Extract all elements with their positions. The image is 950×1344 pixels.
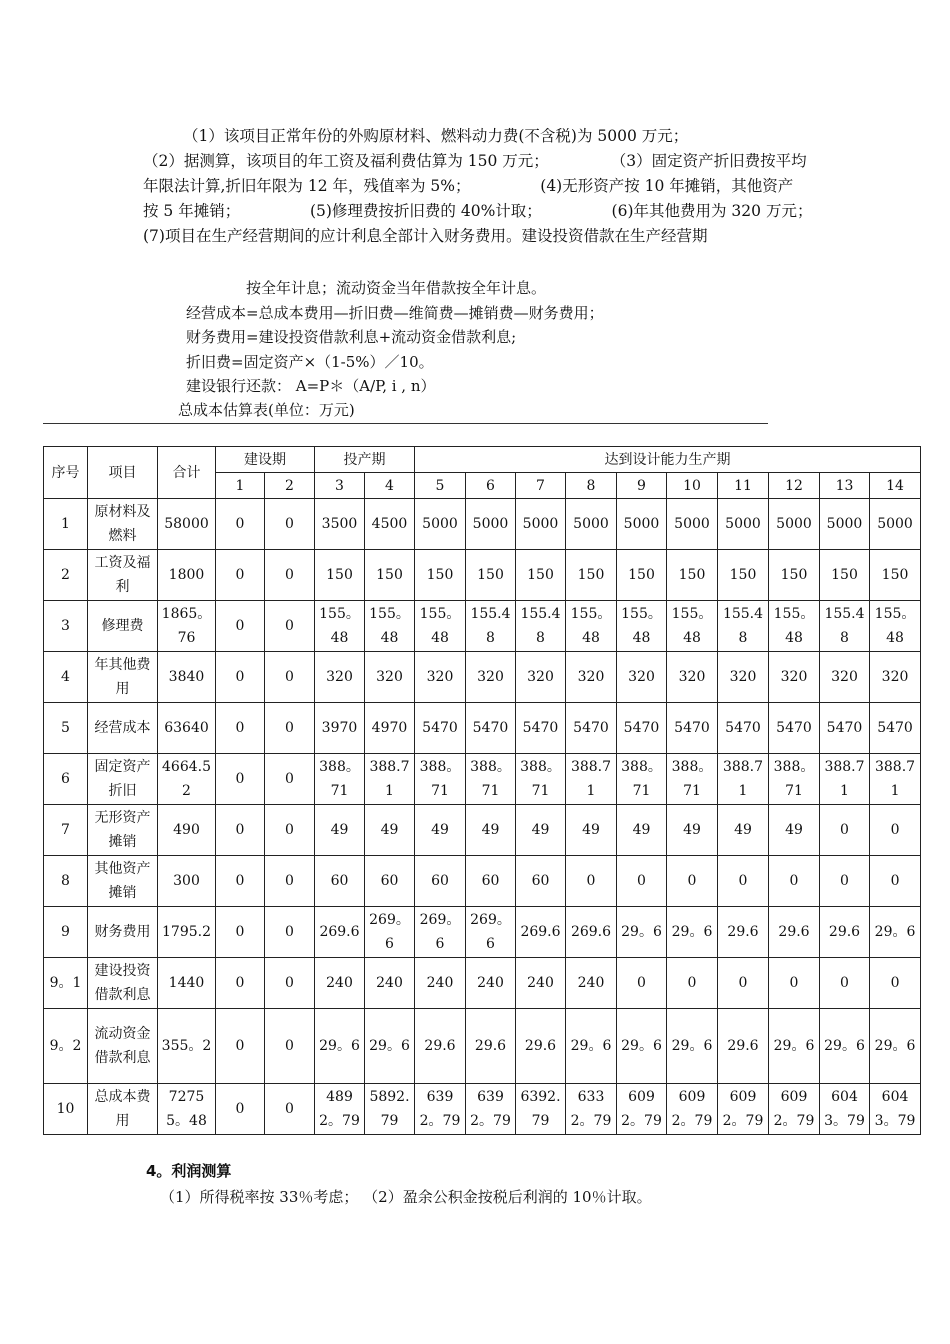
row-total-cell: 72755。48 [158, 1084, 216, 1135]
row-item-cell: 经营成本 [88, 703, 158, 754]
table-title: 总成本估算表(单位：万元) [178, 401, 355, 419]
row-value-cell: 29.6 [516, 1009, 566, 1084]
header-design-capacity-period: 达到设计能力生产期 [415, 447, 921, 473]
row-value-cell: 388。71 [315, 754, 365, 805]
row-seq-cell: 9 [44, 907, 88, 958]
operating-cost-formula: 经营成本=总成本费用—折旧费—维简费—摊销费—财务费用； [186, 303, 604, 322]
row-value-cell: 5892.79 [365, 1084, 415, 1135]
row-value-cell: 5000 [870, 499, 921, 550]
row-value-cell: 29.6 [718, 907, 769, 958]
row-value-cell: 5000 [415, 499, 466, 550]
row-value-cell: 155。48 [315, 601, 365, 652]
row-value-cell: 6043。79 [820, 1084, 870, 1135]
row-value-cell: 240 [415, 958, 466, 1009]
intro-item-1: （1）该项目正常年份的外购原材料、燃料动力费(不含税)为 5000 万元； [183, 127, 689, 145]
row-value-cell: 49 [466, 805, 516, 856]
row-value-cell: 60 [466, 856, 516, 907]
table-row [44, 652, 921, 703]
row-value-cell: 155。48 [667, 601, 718, 652]
row-value-cell: 60 [415, 856, 466, 907]
row-value-cell: 6043。79 [870, 1084, 921, 1135]
year-header-cell: 6 [466, 473, 516, 499]
row-total-cell: 1795.2 [158, 907, 216, 958]
row-value-cell: 5000 [769, 499, 820, 550]
row-value-cell: 0 [667, 856, 718, 907]
row-value-cell: 0 [265, 805, 315, 856]
row-total-cell: 1800 [158, 550, 216, 601]
row-value-cell: 49 [365, 805, 415, 856]
row-value-cell: 29。6 [617, 1009, 667, 1084]
row-value-cell: 5470 [667, 703, 718, 754]
row-value-cell: 388.71 [820, 754, 870, 805]
header-seq: 序号 [44, 447, 88, 499]
row-value-cell: 0 [265, 907, 315, 958]
row-value-cell: 5000 [466, 499, 516, 550]
row-value-cell: 155。48 [566, 601, 617, 652]
row-value-cell: 29。6 [365, 1009, 415, 1084]
row-value-cell: 150 [617, 550, 667, 601]
row-value-cell: 0 [265, 1009, 315, 1084]
row-value-cell: 0 [216, 703, 265, 754]
row-value-cell: 0 [566, 856, 617, 907]
year-header-cell: 13 [820, 473, 870, 499]
row-value-cell: 388。71 [667, 754, 718, 805]
row-value-cell: 3970 [315, 703, 365, 754]
row-value-cell: 320 [566, 652, 617, 703]
row-value-cell: 155.48 [718, 601, 769, 652]
row-value-cell: 388。71 [617, 754, 667, 805]
interest-note: 按全年计息；流动资金当年借款按全年计息。 [246, 279, 547, 297]
row-value-cell: 320 [820, 652, 870, 703]
row-value-cell: 49 [617, 805, 667, 856]
header-trial-period: 投产期 [315, 447, 415, 473]
table-row [44, 754, 921, 805]
row-value-cell: 6092。79 [617, 1084, 667, 1135]
table-row [44, 499, 921, 550]
row-value-cell: 29。6 [667, 1009, 718, 1084]
table-header-row [44, 447, 921, 473]
row-total-cell: 3840 [158, 652, 216, 703]
row-item-cell: 财务费用 [88, 907, 158, 958]
header-construction-period: 建设期 [216, 447, 315, 473]
row-value-cell: 320 [315, 652, 365, 703]
row-value-cell: 0 [216, 856, 265, 907]
row-value-cell: 29。6 [315, 1009, 365, 1084]
section-4-title: 4。利润测算 [146, 1162, 232, 1180]
row-value-cell: 150 [466, 550, 516, 601]
row-value-cell: 0 [617, 856, 667, 907]
row-value-cell: 269.6 [315, 907, 365, 958]
row-item-cell: 工资及福利 [88, 550, 158, 601]
row-value-cell: 5000 [718, 499, 769, 550]
row-value-cell: 155.48 [466, 601, 516, 652]
row-item-cell: 建设投资借款利息 [88, 958, 158, 1009]
divider-line [43, 423, 768, 424]
row-value-cell: 6092。79 [718, 1084, 769, 1135]
row-value-cell: 150 [870, 550, 921, 601]
row-value-cell: 3500 [315, 499, 365, 550]
row-value-cell: 5000 [667, 499, 718, 550]
year-header-cell: 10 [667, 473, 718, 499]
row-value-cell: 29。6 [870, 907, 921, 958]
row-value-cell: 49 [718, 805, 769, 856]
row-value-cell: 155。48 [870, 601, 921, 652]
intro-paragraph [143, 124, 883, 249]
row-value-cell: 29。6 [870, 1009, 921, 1084]
row-value-cell: 0 [265, 499, 315, 550]
row-value-cell: 49 [315, 805, 365, 856]
row-value-cell: 320 [365, 652, 415, 703]
row-value-cell: 0 [265, 550, 315, 601]
year-header-cell: 11 [718, 473, 769, 499]
row-value-cell: 60 [315, 856, 365, 907]
row-value-cell: 29。6 [667, 907, 718, 958]
row-value-cell: 0 [718, 958, 769, 1009]
row-value-cell: 49 [516, 805, 566, 856]
row-value-cell: 269。6 [415, 907, 466, 958]
row-value-cell: 0 [216, 550, 265, 601]
row-value-cell: 5470 [820, 703, 870, 754]
row-value-cell: 320 [667, 652, 718, 703]
row-value-cell: 155.48 [820, 601, 870, 652]
row-value-cell: 0 [216, 805, 265, 856]
row-seq-cell: 8 [44, 856, 88, 907]
row-value-cell: 29。6 [820, 1009, 870, 1084]
row-value-cell: 150 [566, 550, 617, 601]
row-value-cell: 0 [216, 1084, 265, 1135]
row-value-cell: 388。71 [769, 754, 820, 805]
row-value-cell: 49 [769, 805, 820, 856]
row-value-cell: 388.71 [718, 754, 769, 805]
row-seq-cell: 9。2 [44, 1009, 88, 1084]
row-value-cell: 0 [820, 805, 870, 856]
row-value-cell: 6392。79 [466, 1084, 516, 1135]
section-4-text: （1）所得税率按 33％考虑； （2）盈余公积金按税后利润的 10％计取。 [160, 1188, 652, 1206]
row-value-cell: 0 [667, 958, 718, 1009]
year-header-cell: 4 [365, 473, 415, 499]
row-value-cell: 0 [820, 958, 870, 1009]
year-header-cell: 7 [516, 473, 566, 499]
row-value-cell: 269.6 [516, 907, 566, 958]
table-row [44, 1084, 921, 1135]
row-value-cell: 388.71 [870, 754, 921, 805]
row-total-cell: 1440 [158, 958, 216, 1009]
total-cost-table [43, 446, 921, 1135]
row-value-cell: 29.6 [820, 907, 870, 958]
row-value-cell: 5000 [617, 499, 667, 550]
row-value-cell: 320 [415, 652, 466, 703]
row-seq-cell: 5 [44, 703, 88, 754]
row-value-cell: 150 [516, 550, 566, 601]
row-value-cell: 29.6 [466, 1009, 516, 1084]
row-value-cell: 6392.79 [516, 1084, 566, 1135]
header-total: 合计 [158, 447, 216, 499]
row-value-cell: 0 [617, 958, 667, 1009]
row-value-cell: 29.6 [718, 1009, 769, 1084]
row-value-cell: 0 [718, 856, 769, 907]
row-value-cell: 240 [466, 958, 516, 1009]
row-value-cell: 5470 [769, 703, 820, 754]
row-total-cell: 4664.52 [158, 754, 216, 805]
row-value-cell: 269.6 [566, 907, 617, 958]
row-seq-cell: 2 [44, 550, 88, 601]
row-value-cell: 0 [265, 1084, 315, 1135]
row-seq-cell: 1 [44, 499, 88, 550]
table-row [44, 550, 921, 601]
row-value-cell: 0 [216, 754, 265, 805]
row-value-cell: 5470 [617, 703, 667, 754]
row-item-cell: 原材料及燃料 [88, 499, 158, 550]
row-value-cell: 150 [365, 550, 415, 601]
depreciation-formula: 折旧费=固定资产×（1-5%）／10。 [186, 352, 434, 371]
repayment-formula: 建设银行还款： A=P＊（A/P, i , n） [186, 377, 436, 395]
table-row [44, 805, 921, 856]
table-row [44, 907, 921, 958]
row-value-cell: 320 [516, 652, 566, 703]
row-seq-cell: 9。1 [44, 958, 88, 1009]
table-row [44, 601, 921, 652]
formula-lines [186, 276, 604, 399]
row-item-cell: 流动资金借款利息 [88, 1009, 158, 1084]
row-value-cell: 6092。79 [769, 1084, 820, 1135]
row-value-cell: 150 [769, 550, 820, 601]
year-header-cell: 5 [415, 473, 466, 499]
row-value-cell: 150 [667, 550, 718, 601]
row-value-cell: 0 [265, 652, 315, 703]
year-header-cell: 8 [566, 473, 617, 499]
row-total-cell: 355。2 [158, 1009, 216, 1084]
row-value-cell: 150 [820, 550, 870, 601]
row-value-cell: 6392。79 [415, 1084, 466, 1135]
row-item-cell: 其他资产摊销 [88, 856, 158, 907]
row-value-cell: 320 [870, 652, 921, 703]
row-item-cell: 年其他费用 [88, 652, 158, 703]
year-header-cell: 1 [216, 473, 265, 499]
row-value-cell: 5470 [566, 703, 617, 754]
row-value-cell: 0 [216, 652, 265, 703]
row-value-cell: 29。6 [566, 1009, 617, 1084]
row-value-cell: 6092。79 [667, 1084, 718, 1135]
row-value-cell: 388.71 [365, 754, 415, 805]
row-value-cell: 4892。79 [315, 1084, 365, 1135]
row-value-cell: 5000 [516, 499, 566, 550]
row-value-cell: 155。48 [769, 601, 820, 652]
row-value-cell: 0 [820, 856, 870, 907]
row-total-cell: 490 [158, 805, 216, 856]
row-value-cell: 5470 [415, 703, 466, 754]
row-value-cell: 6332。79 [566, 1084, 617, 1135]
row-item-cell: 修理费 [88, 601, 158, 652]
row-value-cell: 388。71 [516, 754, 566, 805]
row-item-cell: 无形资产摊销 [88, 805, 158, 856]
row-value-cell: 240 [315, 958, 365, 1009]
row-value-cell: 0 [265, 601, 315, 652]
row-value-cell: 0 [216, 499, 265, 550]
year-header-cell: 12 [769, 473, 820, 499]
table-row [44, 958, 921, 1009]
row-value-cell: 5470 [516, 703, 566, 754]
row-value-cell: 155。48 [415, 601, 466, 652]
row-value-cell: 150 [415, 550, 466, 601]
row-value-cell: 5000 [820, 499, 870, 550]
financial-cost-formula: 财务费用=建设投资借款利息+流动资金借款利息; [186, 328, 517, 346]
row-value-cell: 4500 [365, 499, 415, 550]
row-value-cell: 0 [265, 703, 315, 754]
row-value-cell: 240 [566, 958, 617, 1009]
row-value-cell: 320 [617, 652, 667, 703]
row-value-cell: 155。48 [365, 601, 415, 652]
row-value-cell: 5470 [718, 703, 769, 754]
row-value-cell: 5000 [566, 499, 617, 550]
row-total-cell: 1865。76 [158, 601, 216, 652]
year-header-cell: 2 [265, 473, 315, 499]
year-header-cell: 3 [315, 473, 365, 499]
row-value-cell: 0 [265, 958, 315, 1009]
row-value-cell: 0 [216, 601, 265, 652]
row-value-cell: 49 [415, 805, 466, 856]
row-value-cell: 320 [718, 652, 769, 703]
row-value-cell: 29。6 [769, 1009, 820, 1084]
row-value-cell: 49 [667, 805, 718, 856]
row-value-cell: 155。48 [617, 601, 667, 652]
row-value-cell: 388.71 [566, 754, 617, 805]
row-seq-cell: 6 [44, 754, 88, 805]
row-value-cell: 0 [216, 958, 265, 1009]
header-item: 项目 [88, 447, 158, 499]
row-value-cell: 269。6 [466, 907, 516, 958]
row-value-cell: 0 [265, 754, 315, 805]
row-value-cell: 60 [516, 856, 566, 907]
row-value-cell: 0 [769, 958, 820, 1009]
row-value-cell: 60 [365, 856, 415, 907]
row-value-cell: 155.48 [516, 601, 566, 652]
row-value-cell: 320 [466, 652, 516, 703]
row-value-cell: 269。6 [365, 907, 415, 958]
row-value-cell: 5470 [466, 703, 516, 754]
row-value-cell: 29。6 [617, 907, 667, 958]
year-header-cell: 9 [617, 473, 667, 499]
year-header-cell: 14 [870, 473, 921, 499]
row-value-cell: 0 [216, 907, 265, 958]
row-total-cell: 300 [158, 856, 216, 907]
row-value-cell: 0 [870, 805, 921, 856]
row-value-cell: 388。71 [415, 754, 466, 805]
row-value-cell: 0 [265, 856, 315, 907]
row-seq-cell: 7 [44, 805, 88, 856]
row-value-cell: 4970 [365, 703, 415, 754]
table-row [44, 856, 921, 907]
intro-items-2-7: （2）据测算，该项目的年工资及福利费估算为 150 万元； （3）固定资产折旧费按平均年限法计算,折旧年限为 12 年，残值率为 5%； (4)无形资产按 10 年摊销，其他资产按 5 年摊销； (5)修理费按折旧费的 40%计取； (6)年其他费用为 320 万元； (7)项目在生产经营期间的应计利息全部计入财务费用。建设投资借款在生产经营期 [143, 152, 883, 245]
row-value-cell: 49 [566, 805, 617, 856]
table-row [44, 1009, 921, 1084]
row-seq-cell: 10 [44, 1084, 88, 1135]
row-seq-cell: 3 [44, 601, 88, 652]
row-value-cell: 0 [769, 856, 820, 907]
table-row [44, 703, 921, 754]
row-item-cell: 总成本费用 [88, 1084, 158, 1135]
row-value-cell: 29.6 [769, 907, 820, 958]
row-value-cell: 240 [516, 958, 566, 1009]
row-value-cell: 0 [870, 856, 921, 907]
row-value-cell: 240 [365, 958, 415, 1009]
row-value-cell: 0 [870, 958, 921, 1009]
row-value-cell: 388。71 [466, 754, 516, 805]
row-value-cell: 5470 [870, 703, 921, 754]
row-value-cell: 150 [315, 550, 365, 601]
row-value-cell: 320 [769, 652, 820, 703]
row-value-cell: 0 [216, 1009, 265, 1084]
row-total-cell: 63640 [158, 703, 216, 754]
row-total-cell: 58000 [158, 499, 216, 550]
row-value-cell: 150 [718, 550, 769, 601]
row-value-cell: 29.6 [415, 1009, 466, 1084]
row-seq-cell: 4 [44, 652, 88, 703]
row-item-cell: 固定资产折旧 [88, 754, 158, 805]
